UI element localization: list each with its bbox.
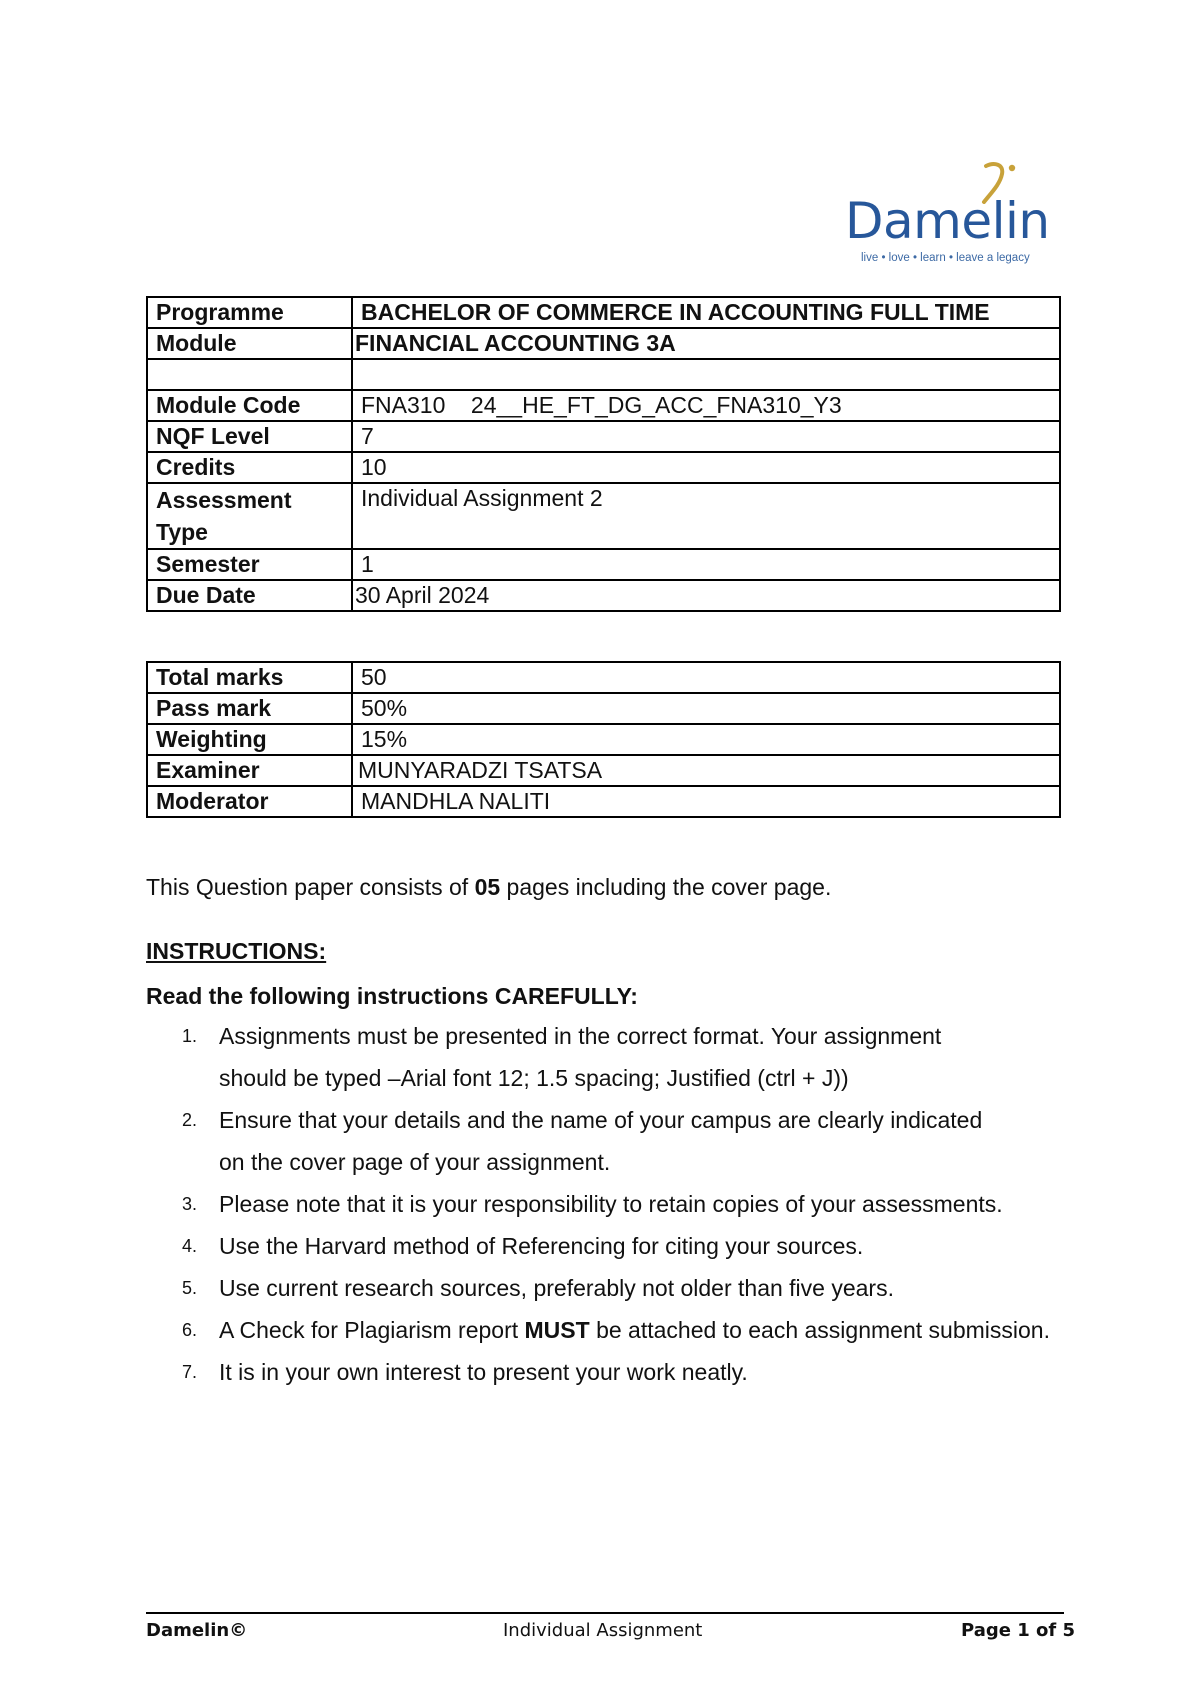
consists-text-before: This Question paper consists of [146, 874, 475, 900]
list-text: It is in your own interest to present your work neatly. [219, 1359, 748, 1385]
page-total: 5 [1062, 1620, 1076, 1641]
instructions-heading: INSTRUCTIONS: [146, 938, 327, 964]
consists-text-after: pages including the cover page. [500, 874, 832, 900]
row-value: 1 [352, 549, 1060, 580]
list-number: 5. [182, 1278, 198, 1298]
page-label: Page [961, 1620, 1018, 1641]
list-item [146, 1015, 1106, 1099]
row-label: Semester [147, 549, 352, 580]
table-row [147, 724, 1060, 755]
course-info-table [146, 296, 1061, 612]
list-item [146, 1267, 1106, 1309]
list-number: 6. [182, 1320, 198, 1340]
footer-copyright: Damelin© [146, 1620, 248, 1641]
list-text-emphasis: MUST [524, 1317, 590, 1343]
list-text: Use current research sources, preferably not older than five years. [219, 1275, 894, 1301]
list-text-continued: should be typed –Arial font 12; 1.5 spacing; Justified (ctrl + J)) [219, 1065, 849, 1091]
row-label: Module Code [147, 390, 352, 421]
row-value: 10 [352, 452, 1060, 483]
list-number: 3. [182, 1194, 198, 1214]
row-value: 7 [352, 421, 1060, 452]
row-value: 50 [352, 662, 1060, 693]
row-value: FINANCIAL ACCOUNTING 3A [352, 328, 1060, 359]
page-current: 1 [1017, 1620, 1030, 1641]
page-of-label: of [1029, 1620, 1063, 1641]
list-item [146, 1225, 1106, 1267]
row-label: Credits [147, 452, 352, 483]
row-label: Programme [147, 297, 352, 328]
list-text: Please note that it is your responsibility to retain copies of your assessments. [219, 1191, 1003, 1217]
table-row [147, 549, 1060, 580]
row-label: Moderator [147, 786, 352, 817]
row-label: Module [147, 328, 352, 359]
table-row [147, 483, 1060, 549]
row-label: Examiner [147, 755, 352, 786]
row-label: Due Date [147, 580, 352, 611]
row-value: FNA310 24__HE_FT_DG_ACC_FNA310_Y3 [352, 390, 1060, 421]
row-value: MANDHLA NALITI [352, 786, 1060, 817]
page-count: 05 [474, 874, 501, 900]
row-value: 30 April 2024 [352, 580, 1060, 611]
table-row [147, 580, 1060, 611]
table-row [147, 390, 1060, 421]
footer-title: Individual Assignment [503, 1620, 703, 1641]
row-value: 15% [352, 724, 1060, 755]
table-row [147, 755, 1060, 786]
list-number: 1. [182, 1026, 198, 1046]
instructions-list [146, 1015, 1106, 1393]
list-text-before: A Check for Plagiarism report [219, 1317, 525, 1343]
list-number: 7. [182, 1362, 198, 1382]
page-count-statement [146, 873, 831, 902]
row-label: Assessment Type [147, 483, 352, 549]
read-carefully-heading: Read the following instructions CAREFULLY: [146, 983, 638, 1009]
row-value [352, 359, 1060, 390]
table-row [147, 452, 1060, 483]
list-text-continued: on the cover page of your assignment. [219, 1149, 611, 1175]
logo-wordmark: Damelin [845, 192, 1050, 250]
row-label: Weighting [147, 724, 352, 755]
footer-divider [146, 1612, 1064, 1614]
row-value: 50% [352, 693, 1060, 724]
list-text: Ensure that your details and the name of your campus are clearly indicated [219, 1107, 983, 1133]
row-value: MUNYARADZI TSATSA [352, 755, 1060, 786]
row-label [147, 359, 352, 390]
table-row [147, 421, 1060, 452]
row-label: Pass mark [147, 693, 352, 724]
table-row [147, 693, 1060, 724]
logo-tagline: live • love • learn • leave a legacy [861, 252, 1030, 264]
list-text-after: be attached to each assignment submission. [589, 1317, 1050, 1343]
table-row [147, 662, 1060, 693]
table-row [147, 297, 1060, 328]
marks-table [146, 661, 1061, 818]
footer-page-number [961, 1620, 1075, 1641]
list-text: Use the Harvard method of Referencing for citing your sources. [219, 1233, 864, 1259]
list-item [146, 1099, 1106, 1183]
row-value: Individual Assignment 2 [352, 483, 1060, 549]
damelin-logo [845, 160, 1060, 270]
table-row [147, 328, 1060, 359]
list-item [146, 1309, 1106, 1351]
list-item [146, 1183, 1106, 1225]
table-row [147, 786, 1060, 817]
table-row [147, 359, 1060, 390]
row-label: Total marks [147, 662, 352, 693]
row-label: NQF Level [147, 421, 352, 452]
list-number: 2. [182, 1110, 198, 1130]
list-number: 4. [182, 1236, 198, 1256]
list-text: Assignments must be presented in the correct format. Your assignment [219, 1023, 942, 1049]
row-value: BACHELOR OF COMMERCE IN ACCOUNTING FULL TIME [352, 297, 1060, 328]
list-item [146, 1351, 1106, 1393]
